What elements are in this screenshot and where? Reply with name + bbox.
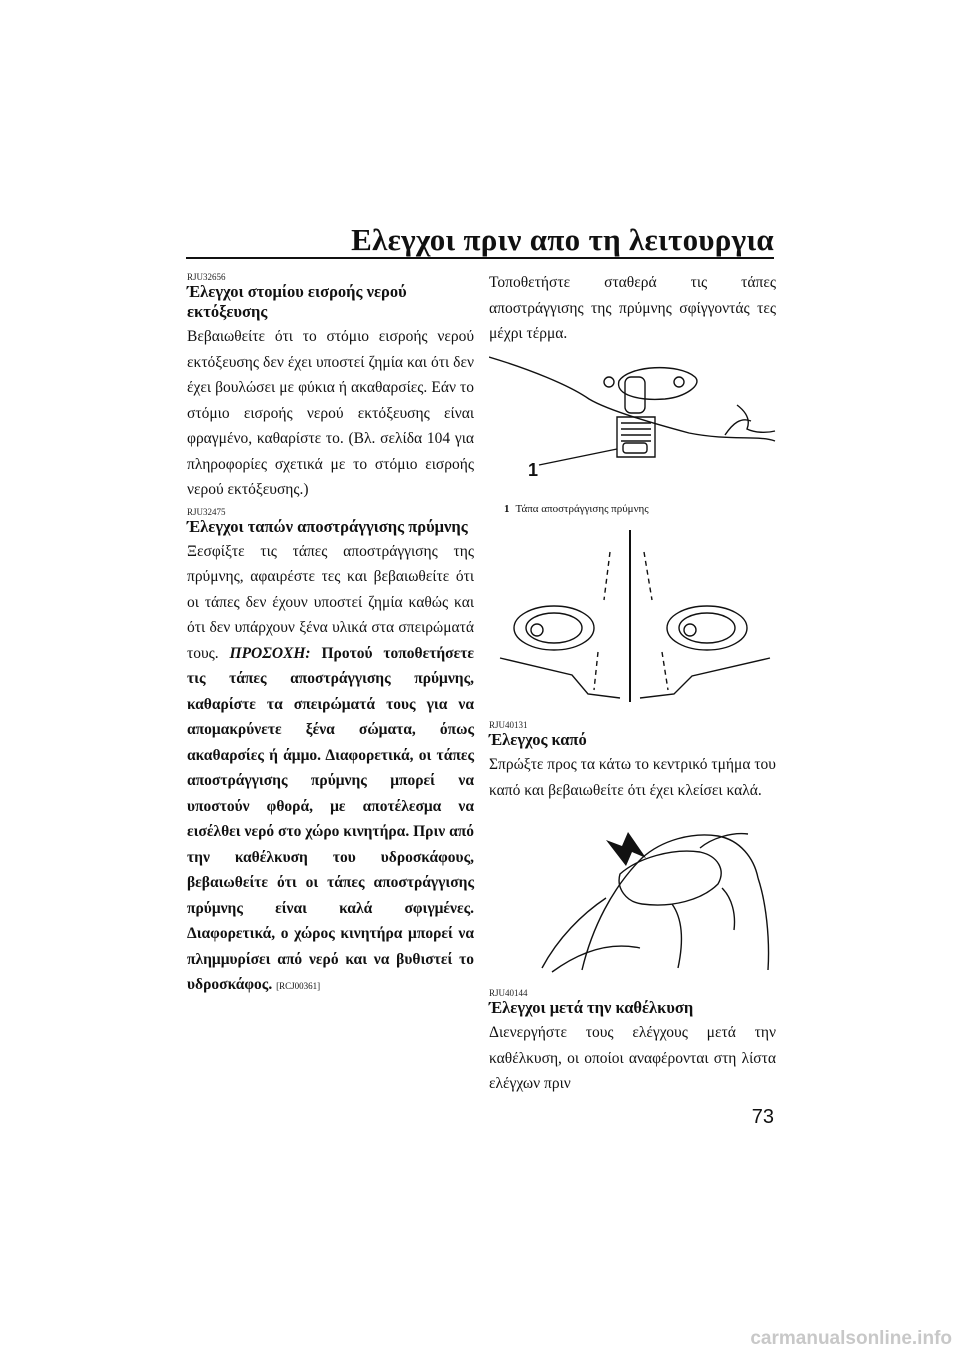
header-rule	[186, 257, 774, 259]
stern-drain-plugs-illustration	[492, 530, 774, 702]
section-body: Σπρώξτε προς τα κάτω το κεντρικό τμήμα του καπό και βεβαιωθείτε ότι έχει κλείσει καλά.	[489, 756, 776, 799]
caption-number: 1	[504, 503, 510, 515]
figure-caption	[504, 503, 649, 515]
section-jet-intake	[187, 272, 474, 503]
caption-text: Τάπα αποστράγγισης πρύμνης	[515, 503, 649, 515]
section-hood-check	[489, 720, 776, 803]
notice-label: ΠΡΟΣΟΧΗ:	[229, 644, 311, 662]
section-heading: Έλεγχοι στομίου εισροής νερού εκτόξευσης	[187, 282, 407, 321]
section-body: Διενεργήστε τους ελέγχους μετά την καθέλκυση, οι οποίοι αναφέρονται στη λίστα ελέγχων πριν	[489, 1024, 776, 1092]
section-heading: Έλεγχοι ταπών αποστράγγισης πρύμνης	[187, 516, 468, 536]
page-header-title: Ελεγχοι πριν απο τη λειτουργια	[351, 222, 774, 257]
hood-press-illustration	[522, 818, 774, 976]
section-post-launch-checks	[489, 988, 776, 1097]
section-code: RJU40144	[489, 988, 528, 998]
watermark: carmanualsonline.info	[750, 1328, 952, 1349]
figure-callout-number: 1	[528, 460, 539, 480]
left-column	[187, 272, 474, 1004]
notice-reference: [RCJ00361]	[276, 981, 321, 991]
section-body: Βεβαιωθείτε ότι το στόμιο εισροής νερού εκτόξευσης δεν έχει υποστεί ζημία και ότι δεν έχει βουλώσει με φύκια ή ακαθαρσίες. Εάν το στόμιο εισροής νερού εκτόξευσης είναι φραγμένο, καθαρίστε το. (Βλ. σελίδα 104 για πληροφορίες σχετικά με το στόμιο εισροής νερού εκτόξευσης.)	[187, 328, 474, 498]
body-text: Ξεσφίξτε τις τάπες αποστράγγισης της πρύμνης, αφαιρέστε τες και βεβαιωθείτε ότι οι τάπες δεν έχουν υποστεί ζημία καθώς και ότι δεν υπάρχουν ξένα υλικά στα σπειρώματά τους.	[187, 542, 474, 662]
section-heading: Έλεγχοι μετά την καθέλκυση	[489, 998, 694, 1017]
section-heading: Έλεγχος καπό	[489, 730, 587, 749]
section-code: RJU40131	[489, 720, 528, 730]
drain-plug-install-text: Τοποθετήστε σταθερά τις τάπες αποστράγγισης της πρύμνης σφίγγοντάς τες μέχρι τέρμα.	[489, 274, 776, 342]
section-body	[187, 539, 474, 1000]
section-code: RJU32656	[187, 272, 226, 282]
section-drain-plugs	[187, 507, 474, 1000]
notice-text: Προτού τοποθετήσετε τις τάπες αποστράγγισης πρύμνης, καθαρίστε τα σπειρώματά τους για να απομακρύνετε ξένα σώματα, όπως ακαθαρσίες ή άμμο. Διαφορετικά, οι τάπες αποστράγγισης πρύμνης μπορεί να υποστούν φθορά, με αποτέλεσμα να εισέλθει νερό στο χώρο κινητήρα. Πριν από την καθέλκυση του υδροσκάφους, βεβαιωθείτε ότι οι τάπες αποστράγγισης πρύμνης είναι καλά σφιγμένες. Διαφορετικά, ο χώρος κινητήρα μπορεί να πλημμυρίσει από νερό και να βυθιστεί το υδροσκάφος.	[187, 644, 474, 993]
page-number: 73	[751, 1106, 774, 1128]
section-code: RJU32475	[187, 506, 226, 517]
